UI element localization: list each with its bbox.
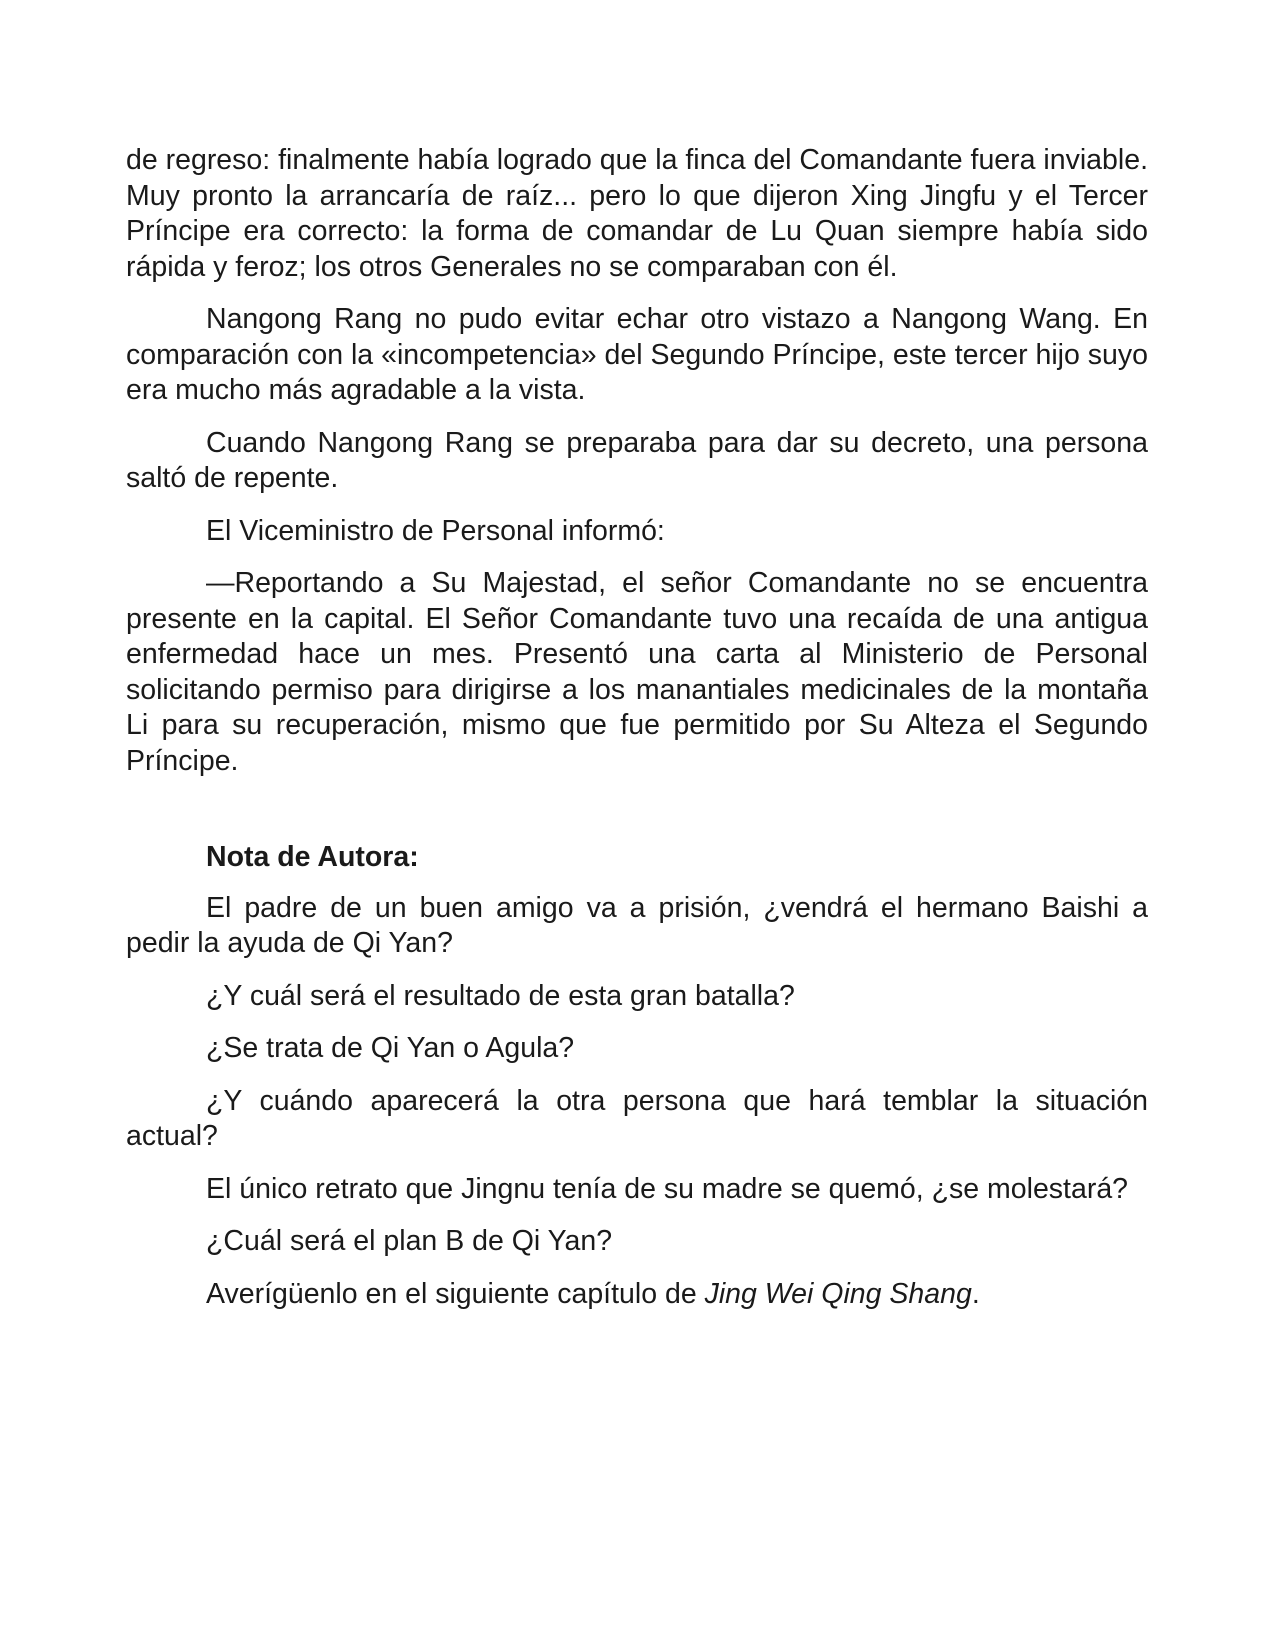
author-note-paragraph: ¿Se trata de Qi Yan o Agula? [206,1032,575,1064]
author-note-closing [126,1277,1148,1313]
section-gap [126,796,1148,840]
novel-title: Jing Wei Qing Shang [704,1277,972,1310]
author-note-paragraph: El padre de un buen amigo va a prisión, ¿vendrá el hermano Baishi a pedir la ayuda de Qi Yan? [126,891,1148,959]
paragraph-continuation: de regreso: finalmente había logrado que la finca del Comandante fuera inviable. Muy pronto la arrancaría de raíz... pero lo que dijeron Xing Jingfu y el Tercer Príncipe era correcto: la forma de comandar de Lu Quan siempre había sido rápida y feroz; los otros Generales no se comparaban con él. [126,144,1148,283]
author-note-heading: Nota de Autora: [206,841,419,873]
paragraph-decree: Cuando Nangong Rang se preparaba para dar su decreto, una persona saltó de repente. [126,426,1148,494]
paragraph-report: —Reportando a Su Majestad, el señor Comandante no se encuentra presente en la capital. El Señor Comandante tuvo una recaída de una antigua enfermedad hace un mes. Presentó una carta al Ministerio de Personal solicitando permiso para dirigirse a los manantiales medicinales de la montaña Li para su recuperación, mismo que fue permitido por Su Alteza el Segundo Príncipe. [126,567,1148,777]
author-note-paragraph: ¿Cuál será el plan B de Qi Yan? [206,1225,613,1257]
document-page [126,143,1148,1329]
paragraph-nangong-rang-glance: Nangong Rang no pudo evitar echar otro vistazo a Nangong Wang. En comparación con la «incompetencia» del Segundo Príncipe, este tercer hijo suyo era mucho más agradable a la vista. [126,303,1148,406]
closing-suffix: . [971,1277,980,1310]
author-note-paragraph: ¿Y cuál será el resultado de esta gran batalla? [206,979,795,1012]
closing-prefix: Averígüenlo en el siguiente capítulo de [206,1277,705,1310]
paragraph-viceminister: El Viceministro de Personal informó: [206,514,665,547]
author-note-paragraph: El único retrato que Jingnu tenía de su madre se quemó, ¿se molestará? [206,1172,1129,1205]
author-note-paragraph: ¿Y cuándo aparecerá la otra persona que hará temblar la situación actual? [126,1084,1148,1152]
